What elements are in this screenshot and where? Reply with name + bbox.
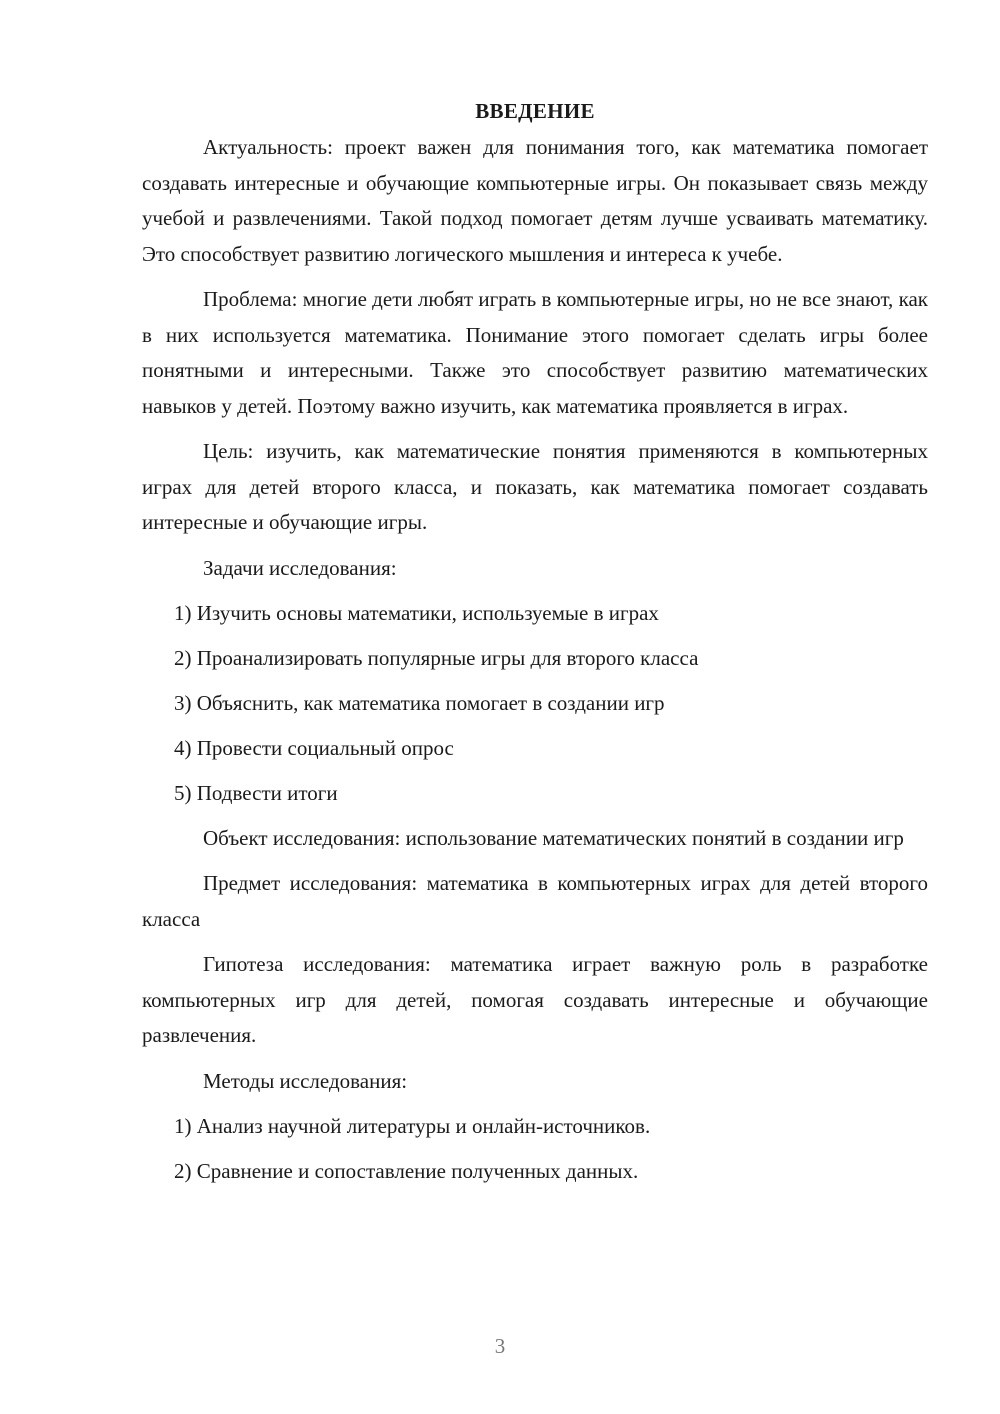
- methods-label: Методы исследования:: [203, 1068, 408, 1093]
- hypothesis-paragraph: Гипотеза исследования: математика играет важную роль в разработке компьютерных игр для детей, помогая создавать интересные и обучающие развлечения.: [142, 952, 928, 1047]
- object-paragraph: Объект исследования: использование математических понятий в создании игр: [203, 825, 904, 850]
- problem-paragraph: Проблема: многие дети любят играть в компьютерные игры, но не все знают, как в них используется математика. Понимание этого помогает сделать игры более понятными и интересными. Также это способствует развитию математических навыков у детей. Поэтому важно изучить, как математика проявляется в играх.: [142, 287, 928, 418]
- task-item: 2) Проанализировать популярные игры для второго класса: [174, 645, 699, 670]
- subject-paragraph: Предмет исследования: математика в компьютерных играх для детей второго класса: [142, 871, 928, 931]
- document-page: [142, 96, 928, 1199]
- page-number: 3: [494, 1334, 506, 1358]
- tasks-label: Задачи исследования:: [203, 555, 397, 580]
- task-item: 1) Изучить основы математики, используемые в играх: [174, 600, 659, 625]
- goal-paragraph: Цель: изучить, как математические понятия применяются в компьютерных играх для детей второго класса, и показать, как математика помогает создавать интересные и обучающие игры.: [142, 439, 928, 534]
- section-title: ВВЕДЕНИЕ: [475, 99, 595, 123]
- method-item: 2) Сравнение и сопоставление полученных данных.: [174, 1158, 639, 1183]
- task-item: 5) Подвести итоги: [174, 780, 338, 805]
- task-item: 4) Провести социальный опрос: [174, 735, 454, 760]
- relevance-paragraph: Актуальность: проект важен для понимания того, как математика помогает создавать интересные и обучающие компьютерные игры. Он показывает связь между учебой и развлечениями. Такой подход помогает детям лучше усваивать математику. Это способствует развитию логического мышления и интереса к учебе.: [142, 135, 928, 266]
- task-item: 3) Объяснить, как математика помогает в создании игр: [174, 690, 665, 715]
- method-item: 1) Анализ научной литературы и онлайн-источников.: [174, 1113, 651, 1138]
